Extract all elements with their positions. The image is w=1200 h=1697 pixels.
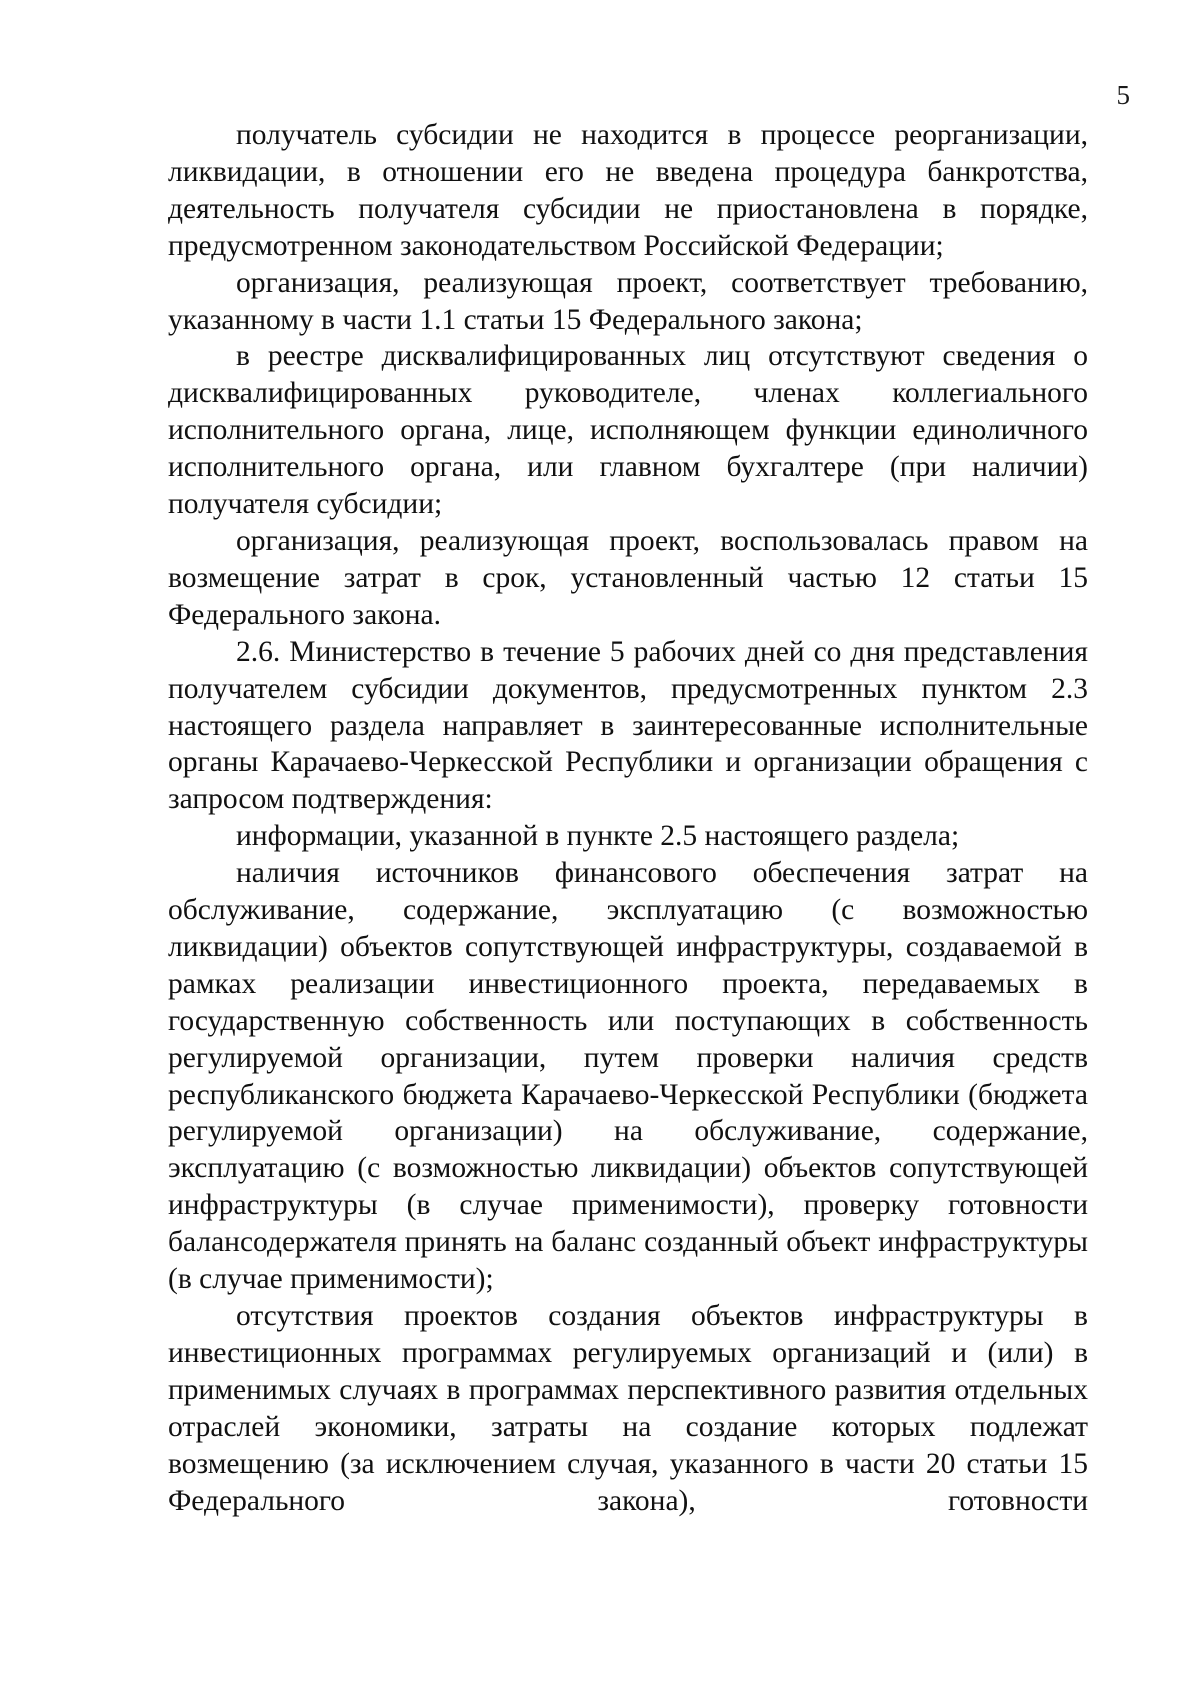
paragraph-compensation-deadline: организация, реализующая проект, воспользовалась правом на возмещение затрат в срок, установленный частью 12 статьи 15 Федерального закона.: [168, 524, 1088, 631]
paragraph-info-confirmation: информации, указанной в пункте 2.5 настоящего раздела;: [236, 820, 960, 853]
paragraph-project-requirement: организация, реализующая проект, соответствует требованию, указанному в части 1.1 статьи 15 Федерального закона;: [168, 266, 1088, 336]
page-number: 5: [1116, 80, 1130, 110]
document-body: [168, 117, 1088, 1519]
paragraph-absence-of-projects: отсутствия проектов создания объектов инфраструктуры в инвестиционных программах регулируемых организаций и (или) в применимых случаях в программах перспективного развития отдельных отраслей экономики, затраты на создание которых подлежат возмещению (за исключением случая, указанного в части 20 статьи 15 Федерального закона), готовности: [168, 1300, 1088, 1517]
paragraph-funding-sources: наличия источников финансового обеспечения затрат на обслуживание, содержание, эксплуатацию (с возможностью ликвидации) объектов сопутствующей инфраструктуры, создаваемой в рамках реализации инвестиционного проекта, передаваемых в государственную собственность или поступающих в собственность регулируемой организации, путем проверки наличия средств республиканского бюджета Карачаево-Черкесской Республики (бюджета регулируемой организации) на обслуживание, содержание, эксплуатацию (с возможностью ликвидации) объектов сопутствующей инфраструктуры (в случае применимости), проверку готовности балансодержателя принять на баланс созданный объект инфраструктуры (в случае применимости);: [168, 857, 1088, 1296]
paragraph-recipient-status: получатель субсидии не находится в процессе реорганизации, ликвидации, в отношении его не введена процедура банкротства, деятельность получателя субсидии не приостановлена в порядке, предусмотренном законодательством Российской Федерации;: [168, 119, 1088, 262]
paragraph-disqualified-registry: в реестре дисквалифицированных лиц отсутствуют сведения о дисквалифицированных руководителе, членах коллегиального исполнительного органа, лице, исполняющем функции единоличного исполнительного органа, или главном бухгалтере (при наличии) получателя субсидии;: [168, 340, 1088, 521]
paragraph-section-2-6: 2.6. Министерство в течение 5 рабочих дней со дня представления получателем субсидии документов, предусмотренных пунктом 2.3 настоящего раздела направляет в заинтересованные исполнительные органы Карачаево-Черкесской Республики и организации обращения с запросом подтверждения:: [168, 635, 1088, 816]
